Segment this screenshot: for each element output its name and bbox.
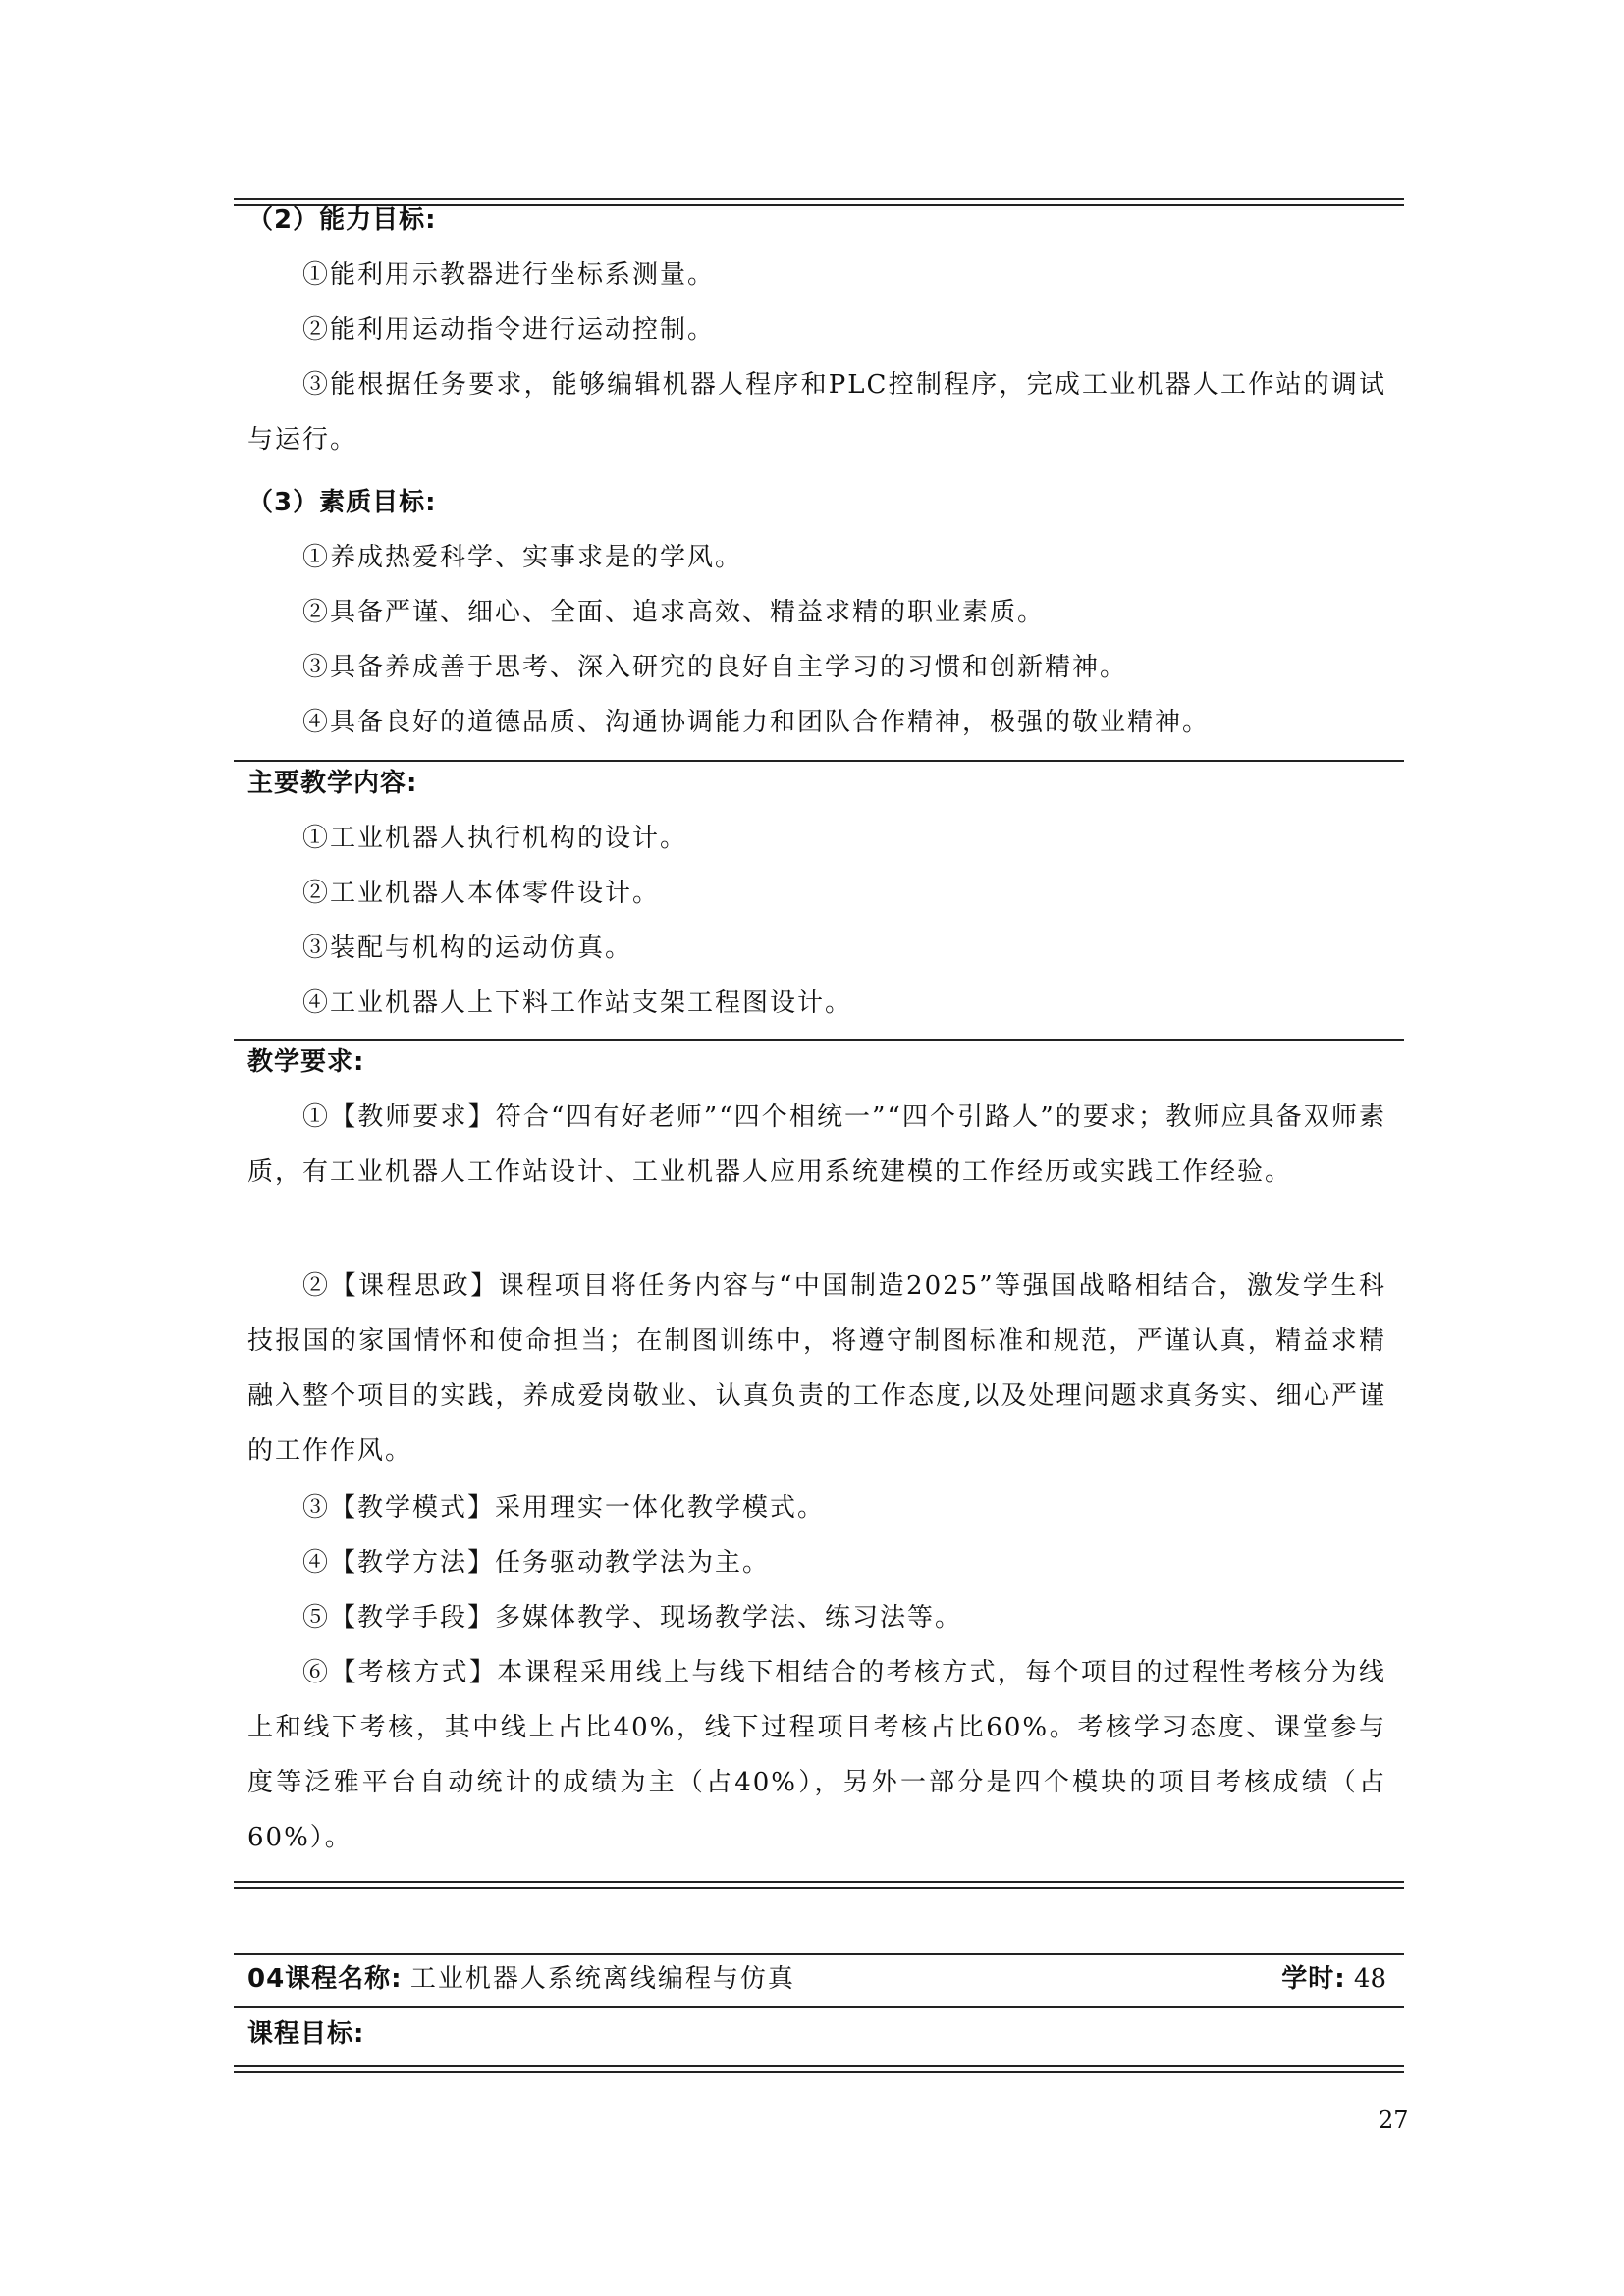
course-hours-value: 48 (1353, 1964, 1386, 1994)
requirement-teacher: ①【教师要求】符合“四有好老师”“四个相统一”“四个引路人”的要求；教师应具备双师素质，有工业机器人工作站设计、工业机器人应用系统建模的工作经历或实践工作经验。 (247, 1102, 1386, 1187)
course-name-value: 工业机器人系统离线编程与仿真 (409, 1964, 795, 1994)
ability-item-2: ②能利用运动指令进行运动控制。 (302, 315, 716, 345)
course-hours (1281, 1951, 1386, 2006)
course-hours-label: 学时: (1281, 1964, 1346, 1994)
requirement-means: ⑤【教学手段】多媒体教学、现场教学法、练习法等。 (302, 1603, 963, 1632)
quality-item-1: ①养成热爱科学、实事求是的学风。 (302, 543, 743, 572)
page-number: 27 (1379, 2107, 1409, 2134)
course-name-row (247, 1951, 1386, 2006)
requirement-method: ④【教学方法】任务驱动教学法为主。 (302, 1548, 771, 1577)
course-name-label: 04课程名称: (247, 1964, 403, 1994)
course-objectives-heading: 课程目标: (247, 2019, 365, 2049)
quality-item-3: ③具备养成善于思考、深入研究的良好自主学习的习惯和创新精神。 (302, 653, 1128, 682)
section-end-double-rule (234, 1881, 1404, 1889)
quality-item-2: ②具备严谨、细心、全面、追求高效、精益求精的职业素质。 (302, 598, 1046, 627)
requirement-ideology: ②【课程思政】课程项目将任务内容与“中国制造2025”等强国战略相结合，激发学生科技报国的家国情怀和使命担当；在制图训练中，将遵守制图标准和规范，严谨认真，精益求精融入整个项目的实践，养成爱岗敬业、认真负责的工作态度,以及处理问题求真务实、细心严谨的工作作风。 (247, 1271, 1386, 1466)
course-bottom-double-rule (234, 2065, 1404, 2073)
ability-heading: （2）能力目标: (247, 205, 437, 235)
ability-item-1: ①能利用示教器进行坐标系测量。 (302, 260, 716, 290)
content-item-2: ②工业机器人本体零件设计。 (302, 879, 661, 908)
ability-item-3: ③能根据任务要求，能够编辑机器人程序和PLC控制程序，完成工业机器人工作站的调试与运行。 (247, 370, 1386, 454)
requirement-assessment: ⑥【考核方式】本课程采用线上与线下相结合的考核方式，每个项目的过程性考核分为线上和线下考核，其中线上占比40%，线下过程项目考核占比60%。考核学习态度、课堂参与度等泛雅平台自动统计的成绩为主（占40%），另外一部分是四个模块的项目考核成绩（占60%）。 (247, 1658, 1386, 1852)
quality-heading: （3）素质目标: (247, 488, 437, 517)
content-item-3: ③装配与机构的运动仿真。 (302, 934, 633, 963)
content-heading: 主要教学内容: (247, 769, 418, 798)
requirements-heading: 教学要求: (247, 1047, 365, 1077)
content-item-1: ①工业机器人执行机构的设计。 (302, 824, 688, 853)
requirement-mode: ③【教学模式】采用理实一体化教学模式。 (302, 1493, 826, 1522)
content-item-4: ④工业机器人上下料工作站支架工程图设计。 (302, 988, 853, 1018)
quality-item-4: ④具备良好的道德品质、沟通协调能力和团队合作精神，极强的敬业精神。 (302, 708, 1211, 737)
